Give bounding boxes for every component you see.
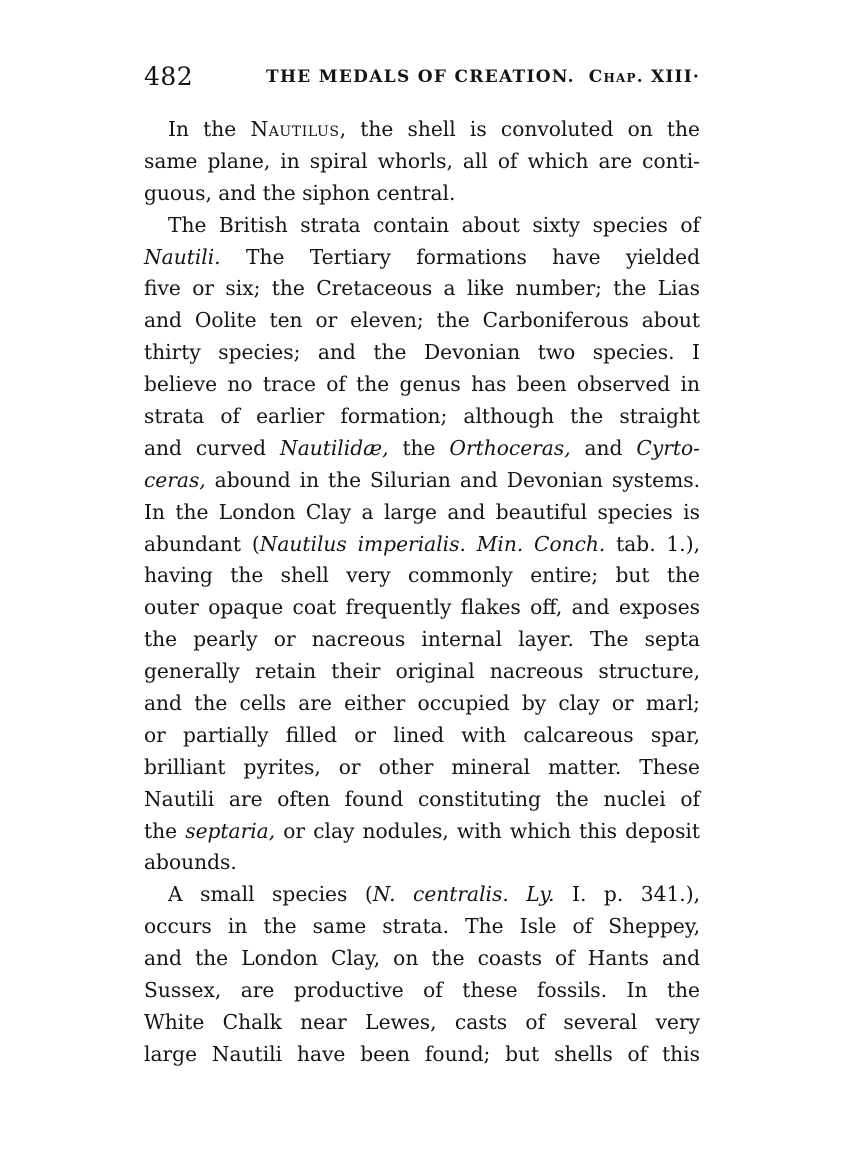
body-text [144, 114, 700, 1071]
text-line: the pearly or nacreous internal layer. The septa [144, 627, 700, 652]
text-line: Nautili. The Tertiary formations have yielded [144, 244, 700, 269]
text-line: and curved Nautilidæ, the Orthoceras, and Cyrto- [144, 435, 700, 460]
text-line: and the cells are either occupied by clay or marl; [144, 691, 700, 716]
text-line: five or six; the Cretaceous a like number; the Lias [144, 276, 700, 301]
text-line: same plane, in spiral whorls, all of which are conti- [144, 148, 700, 173]
text-line: guous, and the siphon central. [144, 180, 456, 205]
text-line: believe no trace of the genus has been observed in [144, 372, 700, 397]
text-line: or partially filled or lined with calcareous spar, [144, 722, 700, 747]
text-line: In the London Clay a large and beautiful species is [144, 499, 700, 524]
text-line: A small species (N. centralis. Ly. I. p. 341.), [168, 882, 700, 907]
text-line: having the shell very commonly entire; but the [144, 563, 700, 588]
text-line: and Oolite ten or eleven; the Carboniferous about [144, 308, 700, 333]
text-line: ceras, abound in the Silurian and Devonian systems. [144, 467, 700, 492]
running-title: THE MEDALS OF CREATION. [266, 67, 575, 87]
text-line: and the London Clay, on the coasts of Hants and [144, 946, 700, 971]
text-line: In the Nautilus, the shell is convoluted on the [168, 117, 700, 141]
page-number: 482 [144, 62, 194, 91]
chapter-label: Chap. XIII· [588, 67, 700, 87]
text-line: abundant (Nautilus imperialis. Min. Conch. tab. 1.), [144, 531, 700, 556]
text-line: the septaria, or clay nodules, with which this deposit [144, 818, 701, 843]
text-line: brilliant pyrites, or other mineral matter. These [144, 754, 700, 779]
text-line: The British strata contain about sixty species of [168, 212, 700, 237]
text-line: large Nautili have been found; but shells of this [144, 1041, 700, 1066]
text-line: Sussex, are productive of these fossils. In the [144, 978, 700, 1003]
text-line: White Chalk near Lewes, casts of several very [144, 1009, 700, 1034]
running-head [144, 62, 700, 96]
text-line: thirty species; and the Devonian two species. I [144, 340, 700, 365]
text-line: outer opaque coat frequently flakes off, and exposes [144, 595, 700, 620]
text-line: abounds. [144, 850, 237, 875]
text-line: generally retain their original nacreous structure, [144, 659, 700, 684]
text-line: Nautili are often found constituting the nuclei of [144, 786, 700, 811]
text-line: strata of earlier formation; although the straight [144, 404, 700, 429]
text-line: occurs in the same strata. The Isle of Sheppey, [144, 914, 700, 939]
